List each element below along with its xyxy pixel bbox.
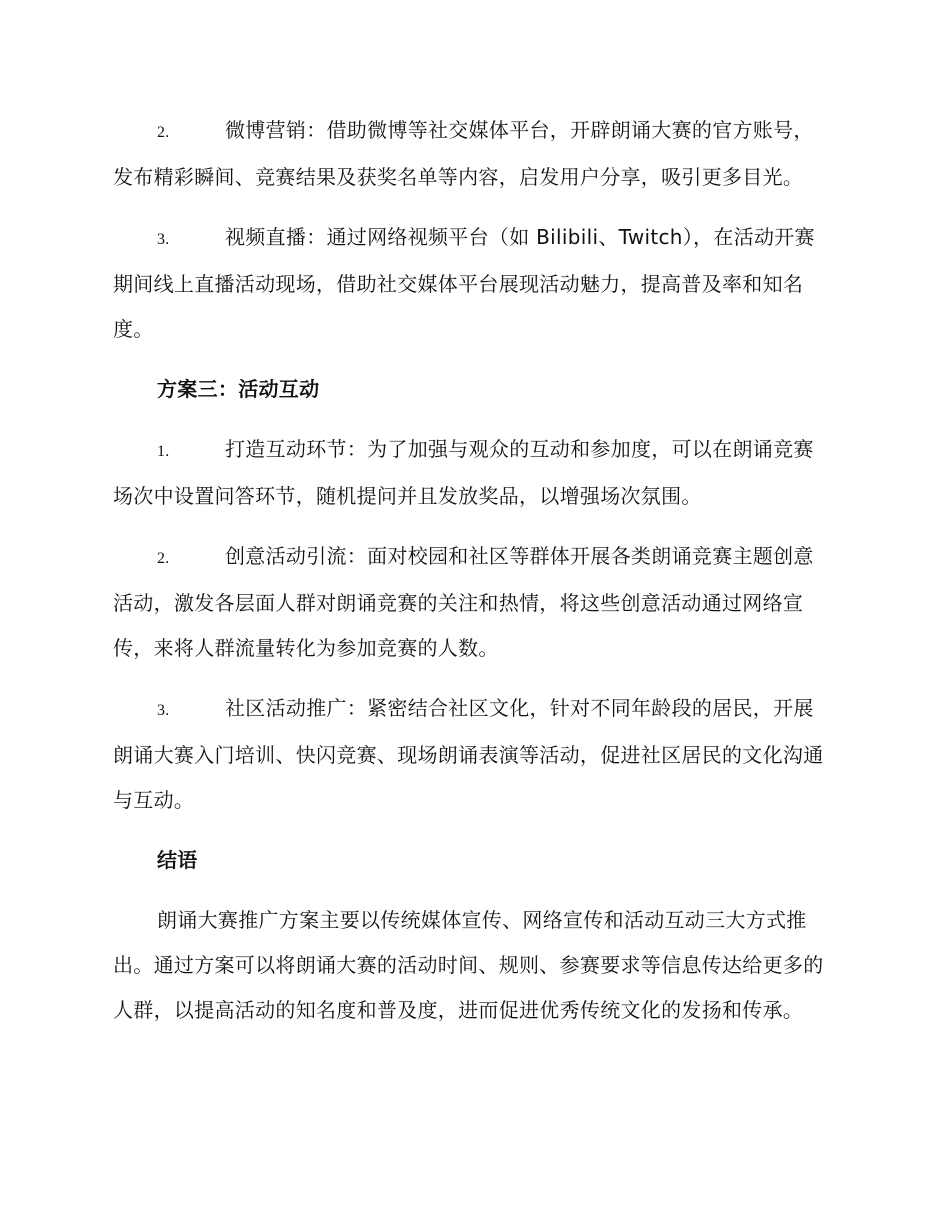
list-text: 社区活动推广：紧密结合社区文化，针对不同年龄段的居民，开展朗诵大赛入门培训、快闪竞赛、现场朗诵表演等活动，促进社区居民的文化沟通与互动。 bbox=[113, 696, 824, 812]
list-item bbox=[113, 108, 833, 200]
list-item bbox=[113, 215, 833, 352]
document-page bbox=[113, 108, 833, 1033]
list-number: 1. bbox=[157, 443, 170, 460]
conclusion-paragraph: 朗诵大赛推广方案主要以传统媒体宣传、网络宣传和活动互动三大方式推出。通过方案可以将朗诵大赛的活动时间、规则、参赛要求等信息传达给更多的人群，以提高活动的知名度和普及度，进而促进优秀传统文化的发扬和传承。 bbox=[113, 908, 824, 1022]
list-text: 视频直播：通过网络视频平台（如 Bilibili、Twitch），在活动开赛期间线上直播活动现场，借助社交媒体平台展现活动魅力，提高普及率和知名度。 bbox=[113, 225, 815, 341]
list-number: 3. bbox=[157, 702, 170, 719]
list-number: 2. bbox=[157, 550, 170, 567]
list-item bbox=[113, 686, 833, 823]
list-number: 2. bbox=[157, 124, 170, 141]
list-item bbox=[113, 534, 833, 671]
conclusion-heading: 结语 bbox=[157, 848, 198, 872]
list-text: 创意活动引流：面对校园和社区等群体开展各类朗诵竞赛主题创意活动，激发各层面人群对朗诵竞赛的关注和热情，将这些创意活动通过网络宣传，来将人群流量转化为参加竞赛的人数。 bbox=[113, 544, 814, 660]
section-heading: 方案三：活动互动 bbox=[157, 377, 320, 401]
list-number: 3. bbox=[157, 231, 170, 248]
list-text: 打造互动环节：为了加强与观众的互动和参加度，可以在朗诵竞赛场次中设置问答环节，随机提问并且发放奖品，以增强场次氛围。 bbox=[113, 437, 814, 508]
list-item bbox=[113, 427, 833, 519]
list-text: 微博营销：借助微博等社交媒体平台，开辟朗诵大赛的官方账号，发布精彩瞬间、竞赛结果及获奖名单等内容，启发用户分享，吸引更多目光。 bbox=[113, 118, 814, 189]
